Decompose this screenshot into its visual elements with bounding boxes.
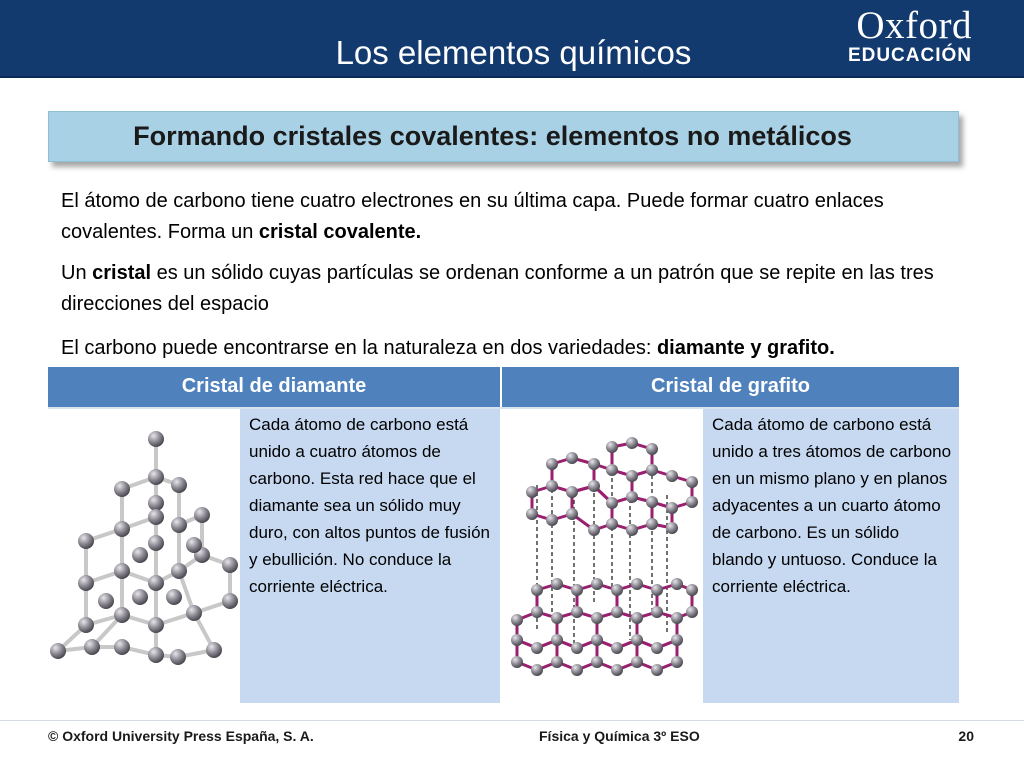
footer-course: Física y Química 3º ESO: [539, 728, 700, 744]
oxford-logo-subtext: EDUCACIÓN: [847, 45, 972, 66]
paragraph-2-bold: cristal: [92, 262, 152, 284]
diamond-crystal-illustration: [44, 425, 240, 675]
paragraph-2: [61, 258, 971, 320]
footer-page-number: 20: [958, 728, 974, 744]
slide-title: Los elementos químicos: [335, 34, 692, 71]
paragraph-1-bold: cristal covalente.: [258, 221, 422, 243]
footer-divider: [0, 720, 1024, 721]
paragraph-2-pre: Un: [61, 262, 93, 284]
graphite-description: Cada átomo de carbono está unido a tres átomos de carbono en un mismo plano y en planos adyacentes a un cuarto átomo de carbono. Es un sólido blando y untuoso. Conduce la corriente eléctrica.: [703, 409, 959, 703]
paragraph-1: [61, 186, 971, 248]
oxford-logo-text: Oxford: [856, 4, 972, 47]
subtitle-banner: [48, 111, 959, 162]
paragraph-2-text: es un sólido cuyas partículas se ordenan conforme a un patrón que se repite en las tres direcciones del espacio: [61, 262, 934, 315]
table-header-diamond: Cristal de diamante: [48, 367, 500, 407]
diamond-description: Cada átomo de carbono está unido a cuatro átomos de carbono. Esta red hace que el diamante sea un sólido muy duro, con altos puntos de fusión y ebullición. No conduce la corriente eléctrica.: [240, 409, 500, 703]
graphite-crystal-illustration: [502, 430, 702, 690]
paragraph-3-text: El carbono puede encontrarse en la naturaleza en dos variedades:: [61, 337, 657, 359]
table-header-graphite: Cristal de grafito: [502, 367, 959, 407]
paragraph-3-bold: diamante y grafito.: [656, 337, 835, 359]
footer-copyright: © Oxford University Press España, S. A.: [48, 728, 314, 744]
subtitle-text: Formando cristales covalentes: elementos no metálicos: [133, 121, 852, 151]
paragraph-1-text: El átomo de carbono tiene cuatro electrones en su última capa. Puede formar cuatro enlaces covalentes. Forma un: [61, 190, 884, 243]
header-bar: [0, 0, 1024, 78]
paragraph-3: [61, 333, 971, 364]
footer: [0, 722, 1024, 768]
